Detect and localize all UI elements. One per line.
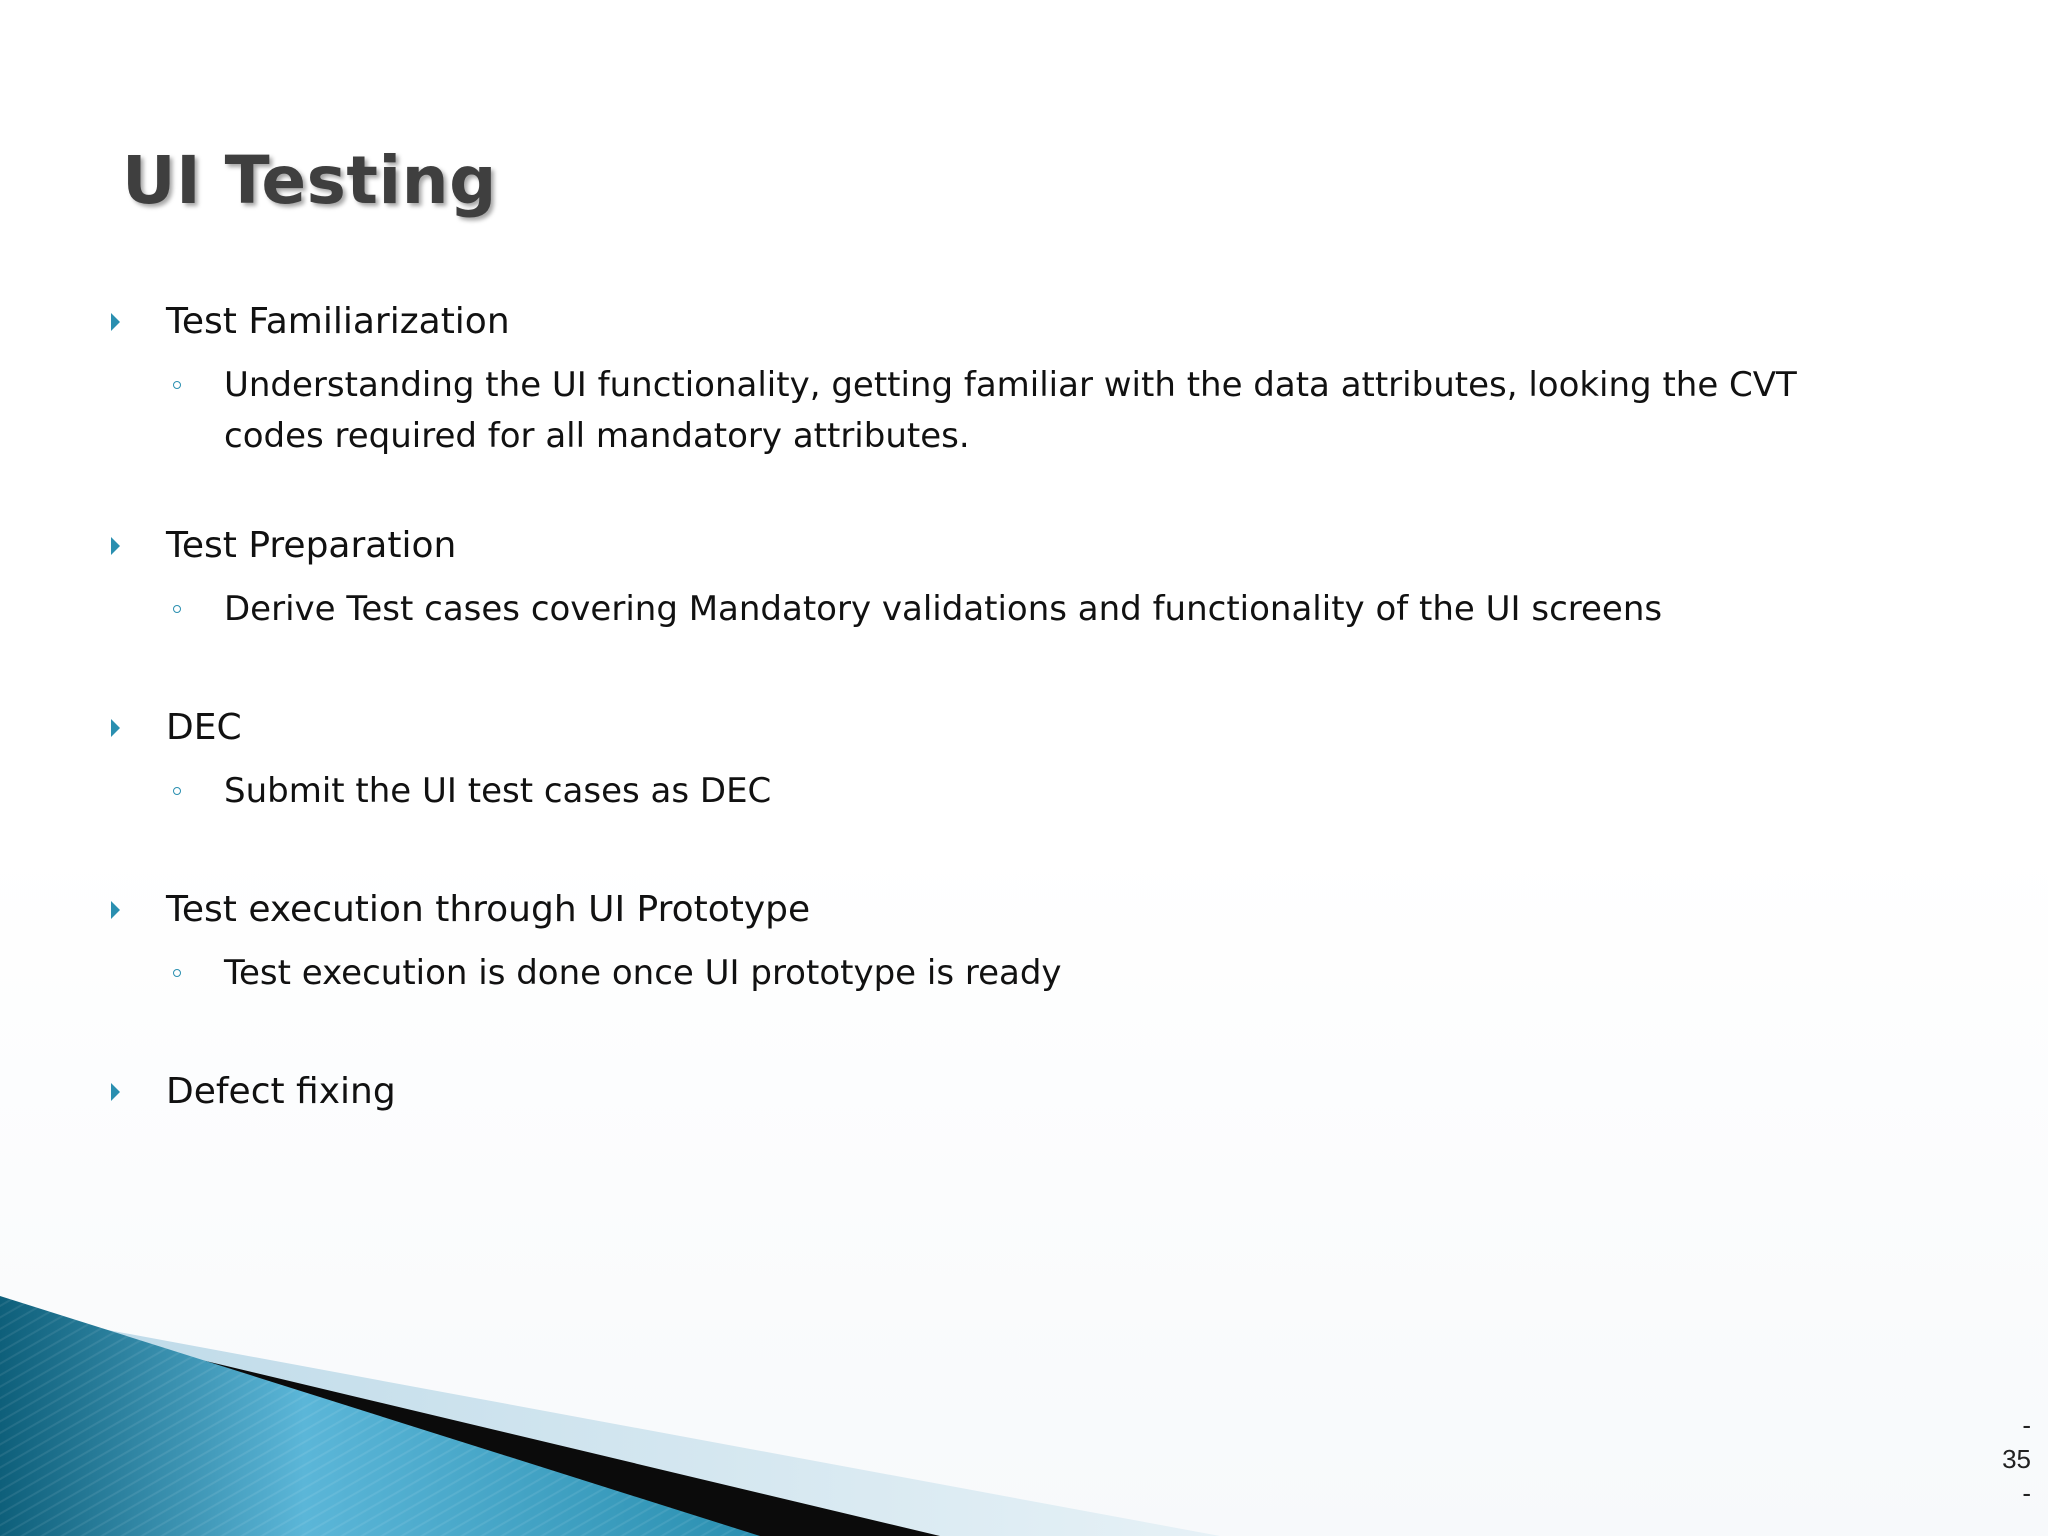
triangle-right-icon: [111, 537, 120, 555]
ring-icon: [173, 787, 181, 795]
triangle-right-icon: [111, 901, 120, 919]
slide-title: UI Testing: [122, 142, 497, 219]
triangle-right-icon: [111, 719, 120, 737]
bullet-text: Test Preparation: [166, 525, 457, 566]
sub-bullet-text: Understanding the UI functionality, getting familiar with the data attributes, looking the CVT codes required for all mandatory attributes.: [224, 365, 1797, 456]
ring-icon: [173, 381, 181, 389]
triangle-right-icon: [111, 1083, 120, 1101]
bullet-text: DEC: [166, 707, 242, 748]
sub-bullet-text: Submit the UI test cases as DEC: [224, 771, 772, 811]
bullet-text: Test execution through UI Prototype: [166, 889, 811, 930]
bullet-text: Test Familiarization: [166, 301, 510, 342]
bullet-text: Defect fixing: [166, 1071, 396, 1112]
triangle-right-icon: [111, 313, 120, 331]
page-number-suffix: -: [2022, 1478, 2031, 1508]
page-number: [1971, 1408, 2031, 1510]
ring-icon: [173, 969, 181, 977]
sub-bullet-text: Test execution is done once UI prototype is ready: [224, 953, 1062, 993]
ring-icon: [173, 605, 181, 613]
sub-bullet-text: Derive Test cases covering Mandatory validations and functionality of the UI screens: [224, 589, 1663, 629]
page-number-value: 35: [2002, 1444, 2031, 1474]
page-number-prefix: -: [2022, 1410, 2031, 1440]
